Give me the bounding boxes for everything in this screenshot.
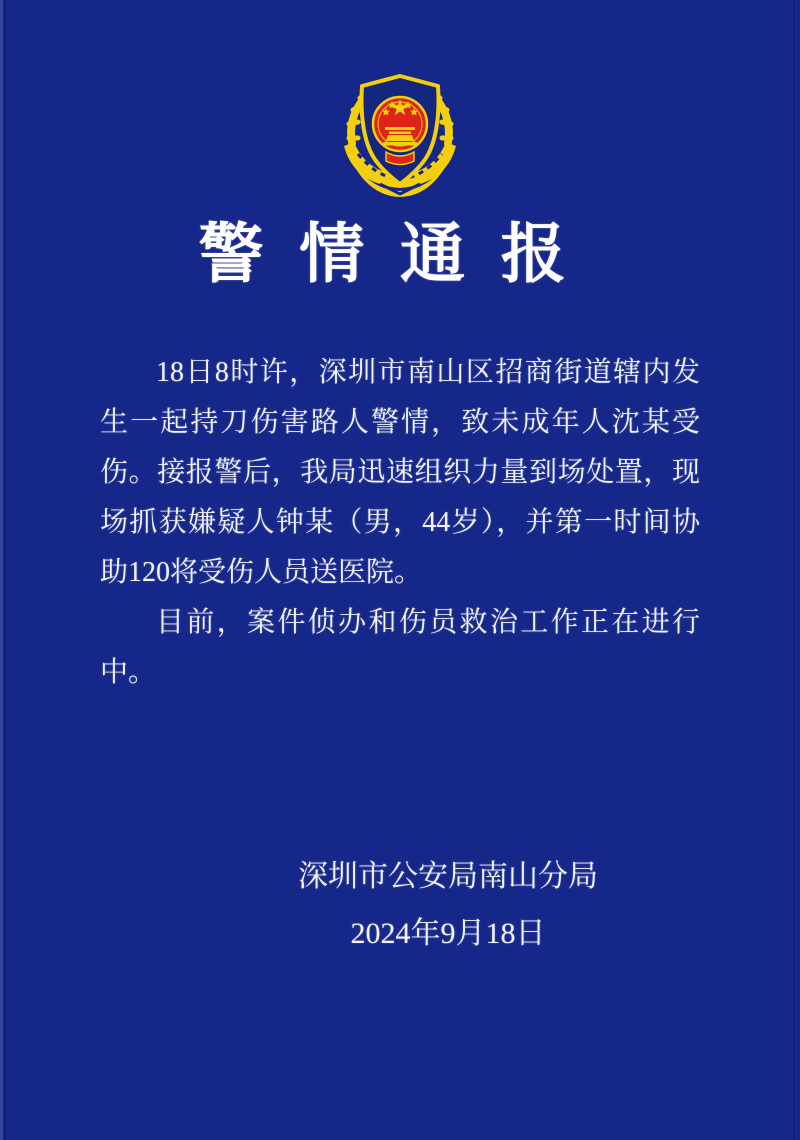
notice-paragraph-2: 目前，案件侦办和伤员救治工作正在进行中。: [100, 607, 700, 688]
issue-date: 2024年9月18日: [350, 917, 546, 950]
right-edge-shadow: [793, 0, 795, 1140]
notice-paragraph-1: 18日8时许，深圳市南山区招商街道辖内发生一起持刀伤害路人警情，致未成年人沈某受伤。接报警后，我局迅速组织力量到场处置，现场抓获嫌疑人钟某（男，44岁），并第一时间协助120将受伤人员送医院。: [100, 357, 700, 588]
notice-title: 警情通报: [198, 219, 602, 291]
notice-body: [100, 348, 700, 698]
signature-block: [48, 848, 800, 962]
police-badge-icon: [334, 72, 466, 202]
left-edge-shadow: [4, 0, 6, 1140]
left-edge-highlight: [0, 0, 3, 1140]
issuer-name: 深圳市公安局南山分局: [298, 860, 598, 893]
